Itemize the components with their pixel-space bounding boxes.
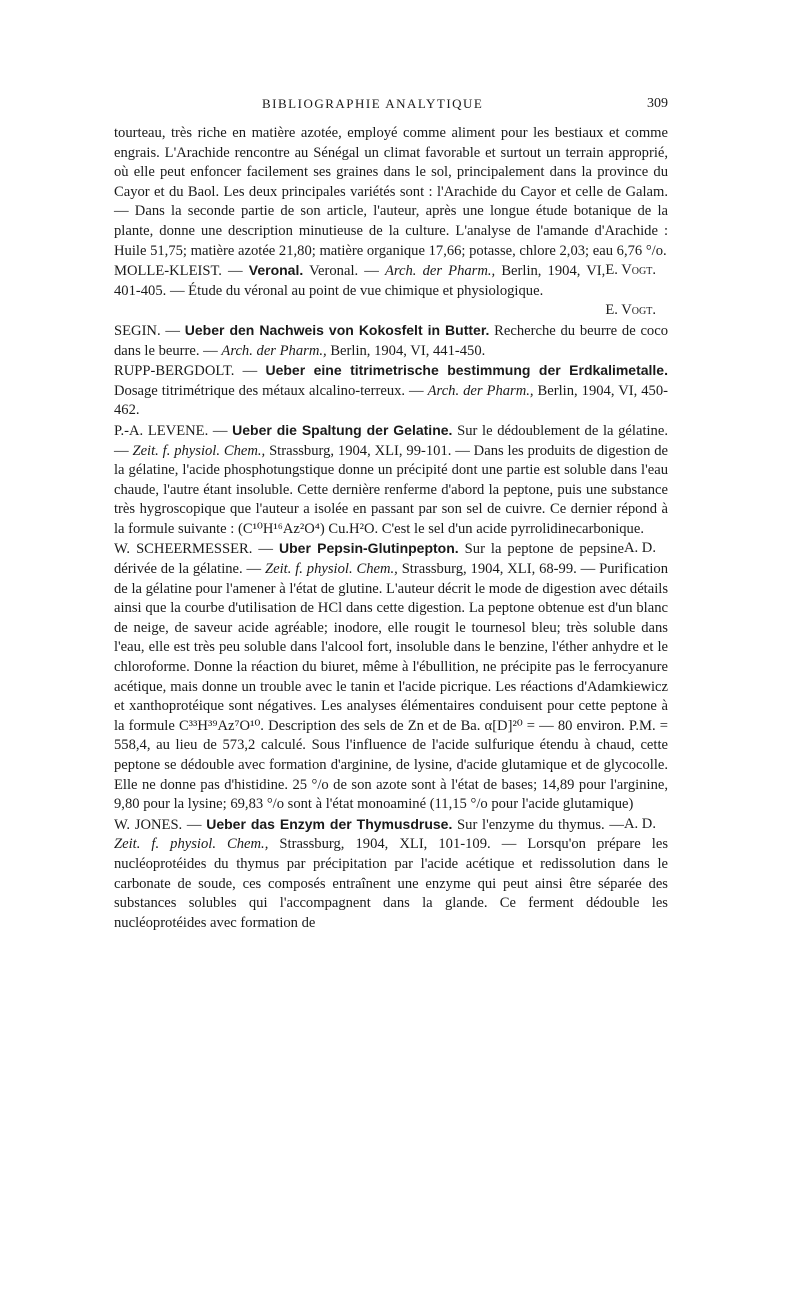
entry-signature: A. D.: [623, 815, 656, 832]
entry-journal: Zeit. f. physiol. Chem.,: [114, 836, 269, 853]
entry-reference: Strassburg, 1904, XLI, 68-99. — Purification de la gélatine pour l'amener à l'état de glutine. L'auteur décrit le mode de digestion avec détails ainsi que la courbe d'utilisation de HCl dans cette digestion. La peptone obtenue est d'un blanc de neige, de saveur acide agréable; inodore, elle rougit le tournesol bleu; très soluble dans l'eau, elle est très peu soluble dans l'alcool fort, insoluble dans le benzine, l'éther anhydre et le chloroforme. Donne la réaction du biuret, même à l'ébullition, ne précipite pas le ferrocyanure acétique, mais donne un trouble avec le tanin et l'acide picrique. Les réactions d'Adamkiewicz et xanthoprotéique sont négatives. Les analyses élémentaires conduisent pour cette peptone à la formule C³³H³⁹Az⁷O¹⁰. Description des sels de Zn et de Ba. α[D]²⁰ = — 80 environ. P.M. = 558,4, au lieu de 573,2 calculé. Sous l'influence de l'acide sulfurique étendu à chaud, cette peptone se dédouble avec formation d'arginine, de lysine, d'acide glutamique et de glycocolle. Elle ne donne pas d'histidine. 25 °/o de son azote sont à l'état de bases; 14,89 pour l'arginine, 9,80 pour la lysine; 69,83 °/o sont à l'état monoaminé (11,15 °/o pour l'acide glutamique): [114, 561, 668, 813]
entry-author: P.-A. LEVENE. —: [114, 422, 228, 439]
entry-text: Recherche du beurre de coco dans le beurre. —: [114, 322, 668, 359]
entry-journal: Arch. der Pharm.,: [427, 382, 534, 399]
entry-text: Dosage titrimétrique des métaux alcalino-terreux. —: [114, 382, 424, 399]
entry-author: RUPP-BERGDOLT. —: [114, 363, 258, 380]
entry-erdkalimetalle: [114, 361, 668, 421]
entry-text: Sur le dédoublement de la gélatine. —: [114, 422, 668, 459]
entry-journal: Zeit. f. physiol. Chem.,: [132, 442, 266, 459]
entry-author: W. JONES. —: [114, 816, 202, 833]
entry-title: Ueber das Enzym der Thymusdruse.: [206, 815, 453, 832]
entry-journal: Arch. der Pharm.,: [384, 263, 496, 280]
entry-signature: A. D.: [623, 540, 656, 557]
entry-title: Ueber den Nachweis von Kokosfelt in Butter.: [184, 321, 490, 338]
running-title: BIBLIOGRAPHIE ANALYTIQUE: [262, 96, 484, 111]
entry-text: tourteau, très riche en matière azotée, employé comme aliment pour les bestiaux et comme engrais. L'Arachide rencontre au Sénégal un climat favorable et surtout un terrain approprié, où elle peut enfoncer facilement ses graines dans le sol, principalement dans la province du Cayor et du Baol. Les deux principales variétés sont : l'Arachide du Cayor et celle de Galam. — Dans la seconde partie de son article, l'auteur, après une longue étude botanique de la plante, donne une description minutieuse de la culture. L'analyse de l'amande d'Arachide : Huile 51,75; matière azotée 21,80; matière organique 17,66; potasse, chlore 2,03; eau 6,76 °/o.: [114, 125, 668, 259]
entry-title: Veronal.: [248, 262, 304, 279]
page-body: [114, 124, 668, 933]
entry-signature: E. Vogt.: [605, 302, 656, 319]
entry-reference: Berlin, 1904, VI, 401-405. — Étude du véronal au point de vue chimique et physiologique.: [114, 263, 606, 299]
entry-text: Sur la peptone de pepsine dérivée de la gélatine. —: [114, 541, 624, 578]
entry-text: Sur l'enzyme du thymus. —: [457, 816, 624, 833]
entry-signature: E. Vogt.: [605, 262, 656, 279]
entry-reference: Berlin, 1904, VI, 441-450.: [330, 342, 486, 359]
entry-author: W. SCHEERMESSER. —: [114, 541, 274, 558]
entry-text: Veronal. —: [309, 263, 379, 280]
entry-veronal: [114, 261, 668, 321]
entry-author: SEGIN. —: [114, 322, 180, 339]
entry-title: Ueber eine titrimetrische bestimmung der Erdkalimetalle.: [265, 362, 668, 379]
page-header: [114, 96, 668, 120]
entry-author: MOLLE-KLEIST. —: [114, 263, 243, 280]
page-number: 309: [647, 96, 668, 111]
entry-kokosfett: [114, 321, 668, 361]
entry-title: Ueber die Spaltung der Gelatine.: [232, 421, 453, 438]
entry-thymusdruse: [114, 815, 668, 934]
entry-journal: Arch. der Pharm.,: [221, 342, 327, 359]
entry-reference: Strassburg, 1904, XLI, 99-101. — Dans les produits de digestion de la gélatine, l'acide phosphotungstique donne un précipité dont une partie est soluble dans l'eau chaude, l'autre étant insoluble. Cette dernière renferme d'abord la peptone, puis une substance très hygroscopique que l'auteur a isolée en passant par son sel de cuivre. Ce dernier répond à la formule suivante : (C¹⁰H¹⁶Az²O⁴) Cu.H²O. C'est le sel d'un acide pyrrolidinecarbonique.: [114, 442, 669, 537]
entry-title: Uber Pepsin-Glutinpepton.: [279, 540, 459, 557]
entry-journal: Zeit. f. physiol. Chem.,: [265, 561, 398, 578]
entry-reference: Strassburg, 1904, XLI, 101-109. — Lorsqu'on prépare les nucléoprotéides du thymus par précipitation par l'acide acétique et redissolution dans le carbonate de soude, ces composés entraînent une enzyme qui peut ainsi être séparée des substances solubles qui l'accompagnent dans la glande. Ce ferment dédouble les nucléoprotéides avec formation de: [114, 836, 668, 931]
entry-reference: Berlin, 1904, VI, 450-462.: [114, 382, 668, 419]
